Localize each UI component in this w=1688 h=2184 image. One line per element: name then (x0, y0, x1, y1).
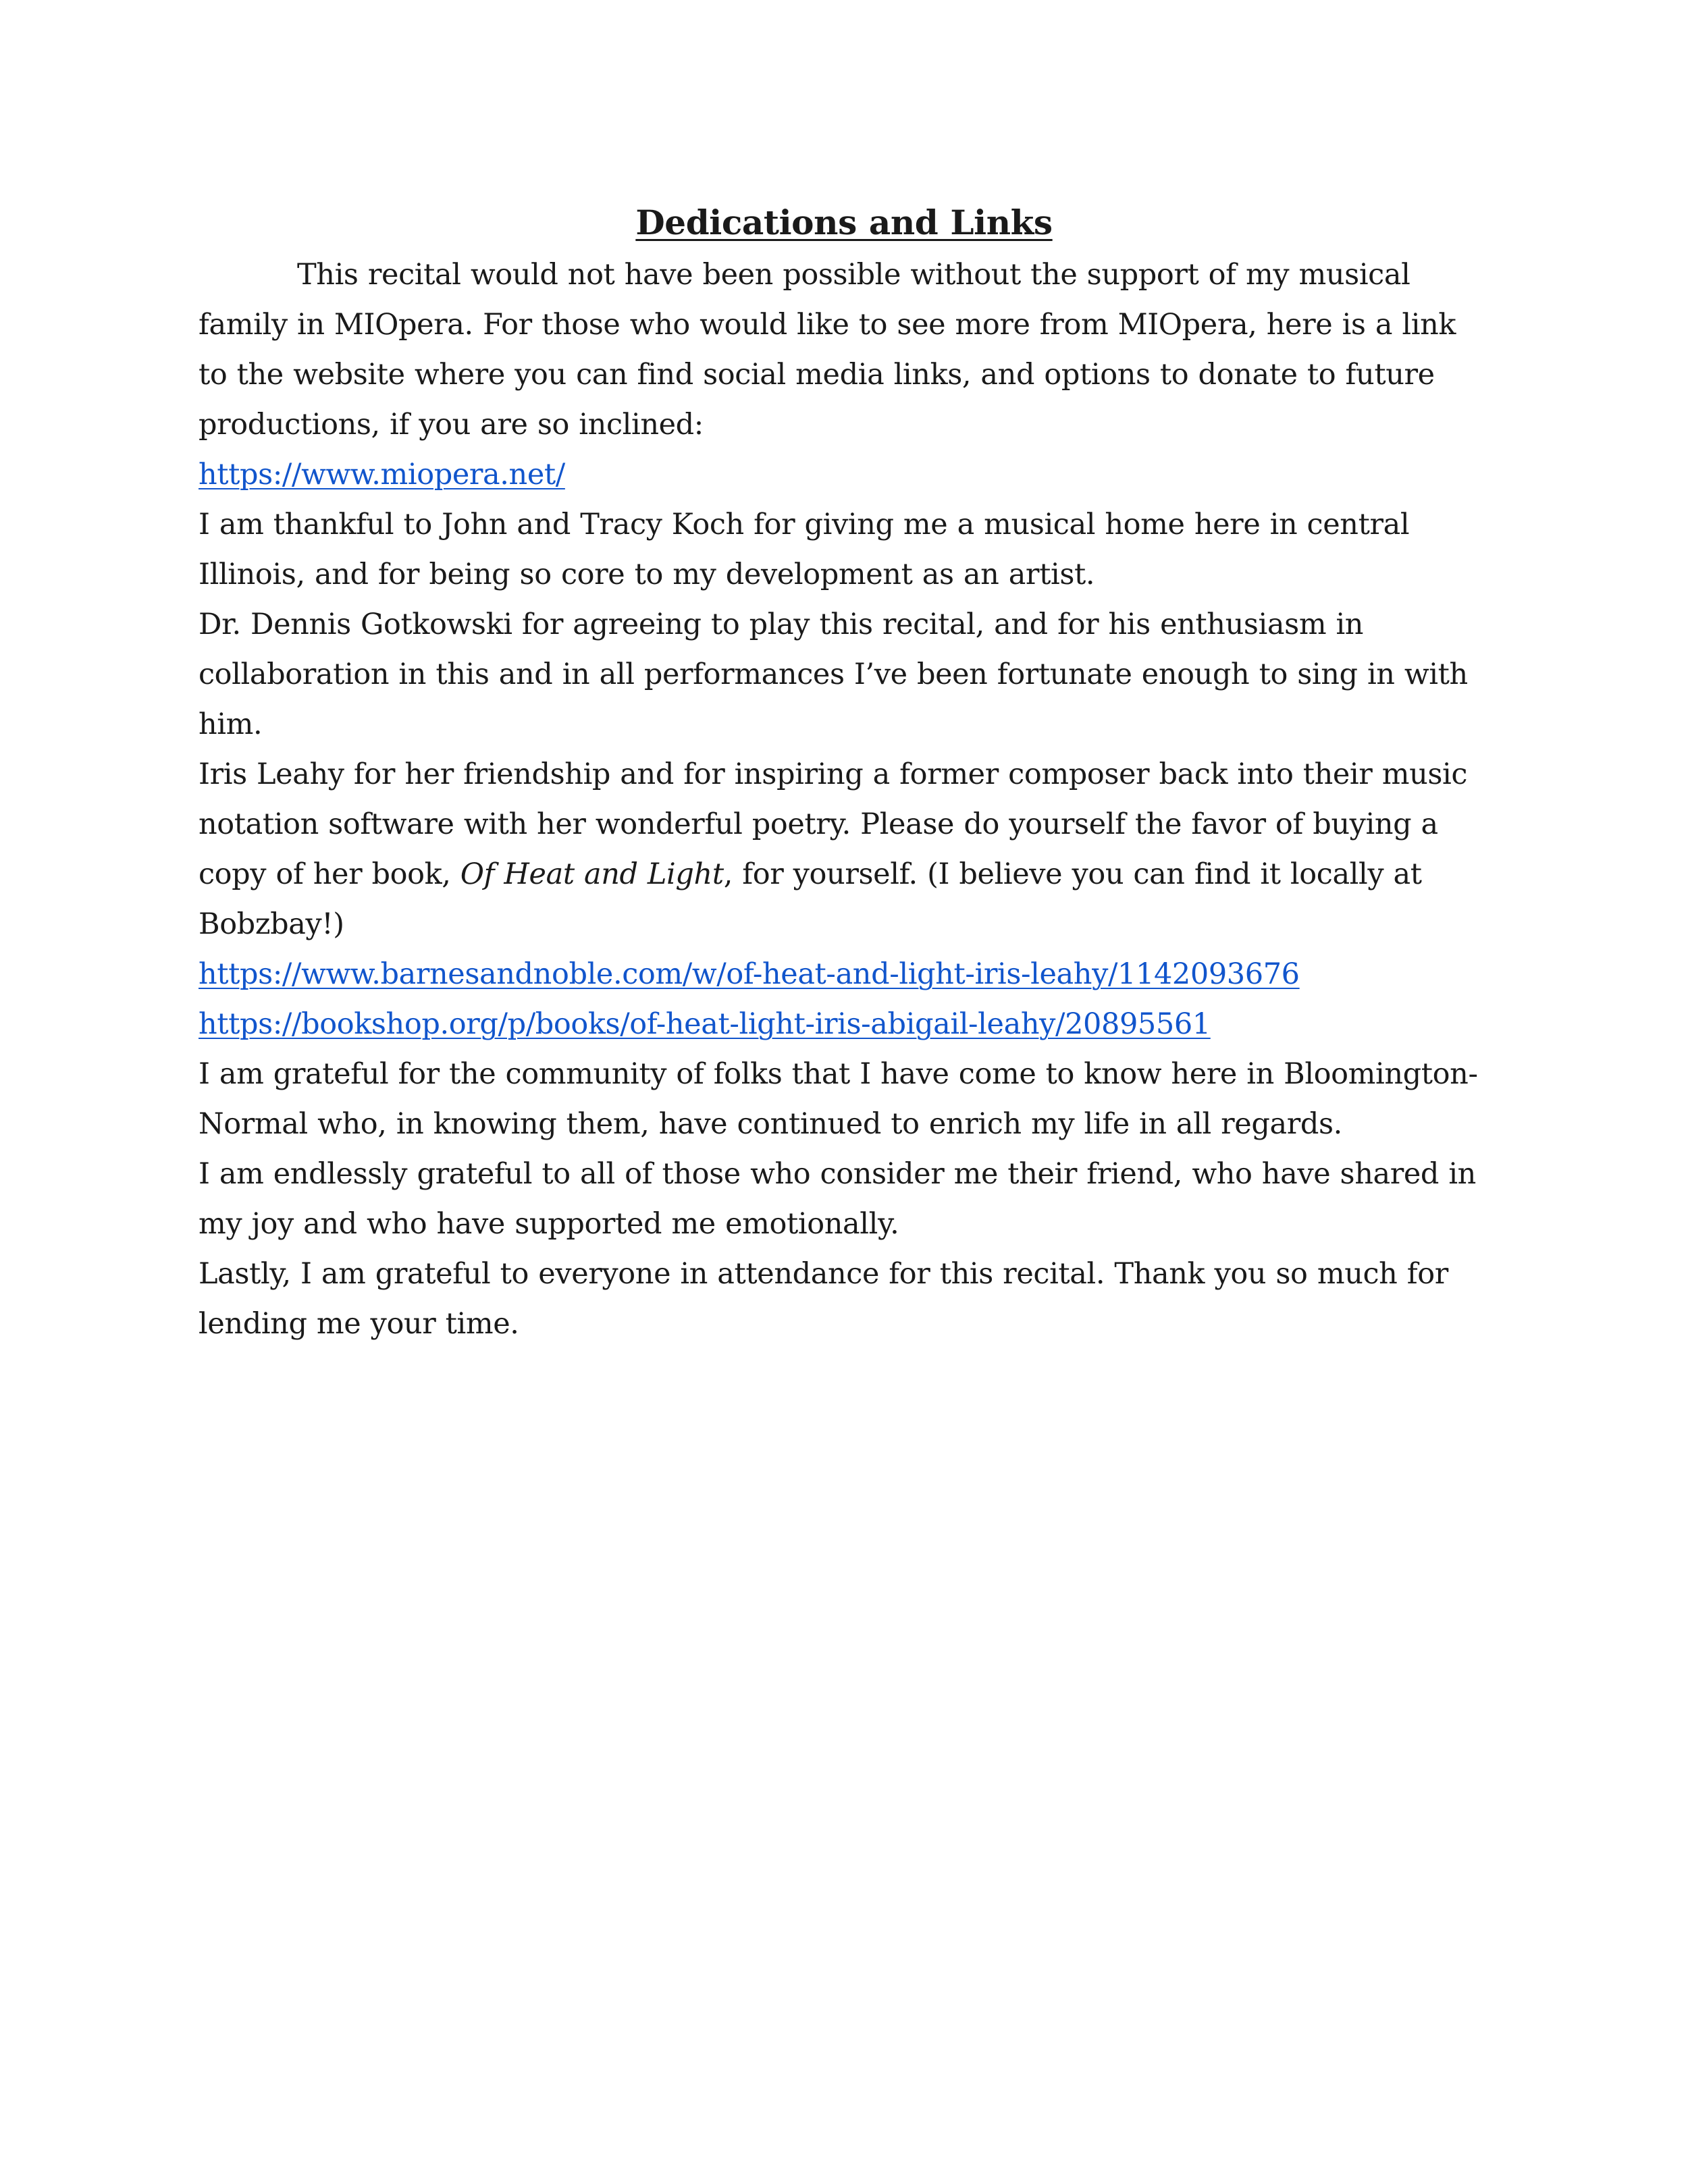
closing-paragraph: Lastly, I am grateful to everyone in attendance for this recital. Thank you so much for lending me your time. (199, 1257, 1448, 1341)
bookshop-link[interactable]: https://bookshop.org/p/books/of-heat-light-iris-abigail-leahy/20895561 (199, 1007, 1211, 1041)
community-paragraph: I am grateful for the community of folks that I have come to know here in Bloomington-Normal who, in knowing them, have continued to enrich my life in all regards. (199, 1057, 1478, 1141)
koch-paragraph: I am thankful to John and Tracy Koch for giving me a musical home here in central Illinois, and for being so core to my development as an artist. (199, 508, 1410, 591)
leahy-text-end: , for yourself. (I believe you can find it locally at Bobzbay!) (199, 857, 1422, 941)
miopera-link[interactable]: https://www.miopera.net/ (199, 458, 565, 491)
leahy-paragraph (199, 749, 1489, 949)
friends-paragraph: I am endlessly grateful to all of those who consider me their friend, who have shared in my joy and who have supported me emotionally. (199, 1157, 1476, 1241)
leahy-text-start: Iris Leahy for her friendship and for inspiring a former composer back into their music notation software with her wonderful poetry. Please do yourself the favor of buying a copy of her book, (199, 757, 1468, 891)
barnes-noble-link[interactable]: https://www.barnesandnoble.com/w/of-heat-and-light-iris-leahy/1142093676 (199, 957, 1300, 991)
page-title: Dedications and Links (635, 203, 1053, 242)
book-title: Of Heat and Light (460, 857, 724, 891)
intro-paragraph: This recital would not have been possible without the support of my musical family in MIOpera. For those who would like to see more from MIOpera, here is a link to the website where you can find social media links, and options to donate to future productions, if you are so inclined: (199, 258, 1456, 442)
gotkowski-paragraph: Dr. Dennis Gotkowski for agreeing to play this recital, and for his enthusiasm in collaboration in this and in all performances I’ve been fortunate enough to sing in with him. (199, 608, 1468, 741)
document-body (199, 196, 1489, 1349)
